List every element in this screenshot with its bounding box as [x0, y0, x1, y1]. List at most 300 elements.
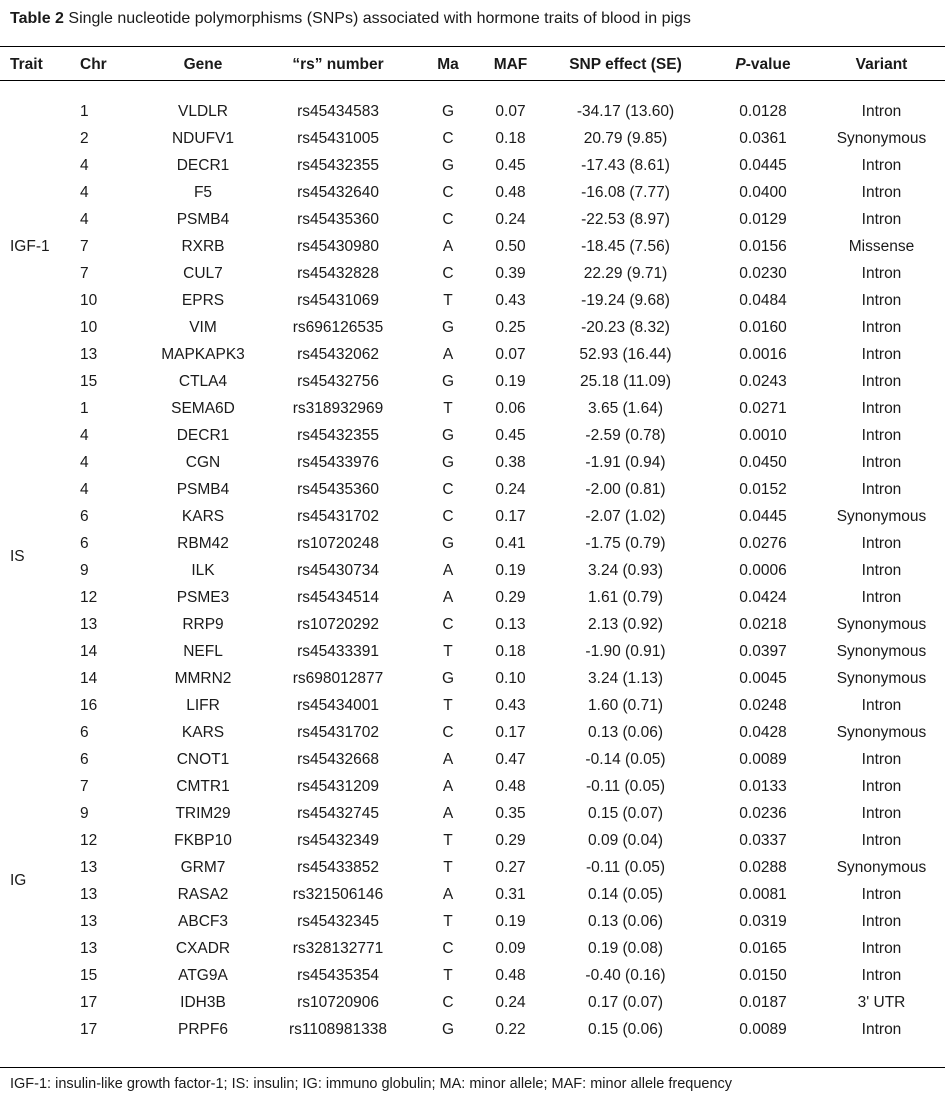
table-row	[0, 854, 945, 881]
trait-cell: IS	[10, 548, 25, 565]
maf-cell: 0.50	[495, 237, 526, 255]
rs-number-cell: rs698012877	[292, 669, 384, 687]
rs-number-cell: rs1108981338	[289, 1020, 387, 1038]
rs-number-cell: rs45432349	[297, 831, 379, 849]
snp-effect-cell: 25.18 (11.09)	[579, 372, 672, 390]
p-value-cell: 0.0445	[739, 156, 787, 174]
ma-cell: T	[443, 966, 453, 984]
ma-cell: A	[442, 885, 454, 903]
maf-cell: 0.38	[495, 453, 526, 471]
chr-cell: 7	[80, 777, 89, 795]
maf-cell: 0.43	[495, 291, 526, 309]
chr-cell: 4	[80, 426, 89, 444]
rs-number-cell: rs45434514	[297, 588, 379, 606]
chr-cell: 6	[80, 534, 89, 552]
snp-effect-cell: 20.79 (9.85)	[583, 129, 668, 147]
ma-cell: T	[443, 642, 453, 660]
p-value-cell: 0.0445	[739, 507, 787, 525]
ma-cell: A	[442, 561, 454, 579]
rs-number-cell: rs45435360	[297, 480, 379, 498]
variant-cell: Synonymous	[836, 723, 927, 741]
gene-cell: PRPF6	[178, 1020, 228, 1038]
ma-cell: A	[442, 237, 454, 255]
table-row	[0, 1016, 945, 1043]
chr-cell: 13	[80, 939, 98, 957]
rs-number-cell: rs45432345	[297, 912, 379, 930]
table-row	[0, 908, 945, 935]
rs-number-cell: rs45432756	[297, 372, 379, 390]
table-row	[0, 341, 945, 368]
ma-cell: A	[442, 777, 454, 795]
gene-cell: MAPKAPK3	[161, 345, 245, 363]
table-row	[0, 152, 945, 179]
variant-cell: Intron	[861, 777, 902, 795]
rs-number-cell: rs45432355	[297, 156, 379, 174]
gene-cell: KARS	[181, 723, 225, 741]
p-value-cell: 0.0129	[739, 210, 787, 228]
maf-cell: 0.18	[495, 129, 526, 147]
rs-number-cell: rs328132771	[292, 939, 384, 957]
variant-cell: Missense	[848, 237, 915, 255]
ma-cell: A	[442, 588, 454, 606]
ma-cell: T	[443, 399, 453, 417]
gene-cell: CUL7	[183, 264, 223, 282]
variant-cell: Intron	[861, 912, 902, 930]
p-value-cell: 0.0165	[739, 939, 787, 957]
chr-cell: 15	[80, 966, 98, 984]
chr-cell: 17	[80, 993, 98, 1011]
rs-number-cell: rs45432828	[297, 264, 379, 282]
variant-cell: Intron	[861, 534, 902, 552]
ma-cell: G	[441, 156, 455, 174]
table-row	[0, 476, 945, 503]
ma-cell: G	[441, 534, 455, 552]
variant-cell: Intron	[861, 966, 902, 984]
variant-cell: Intron	[861, 561, 902, 579]
ma-cell: C	[442, 183, 454, 201]
p-value-cell: 0.0218	[739, 615, 787, 633]
variant-cell: Synonymous	[836, 642, 927, 660]
gene-cell: RBM42	[177, 534, 229, 552]
variant-cell: Intron	[861, 345, 902, 363]
variant-cell: Intron	[861, 1020, 902, 1038]
ma-cell: C	[442, 480, 454, 498]
p-value-cell: 0.0271	[739, 399, 787, 417]
table-caption	[10, 8, 691, 30]
variant-cell: Intron	[861, 480, 902, 498]
p-value-cell: 0.0152	[739, 480, 787, 498]
ma-cell: C	[442, 615, 454, 633]
p-value-cell: 0.0319	[739, 912, 787, 930]
p-value-cell: 0.0006	[739, 561, 787, 579]
maf-cell: 0.29	[495, 831, 526, 849]
maf-cell: 0.24	[495, 993, 526, 1011]
rs-number-cell: rs45434583	[297, 102, 379, 120]
rs-number-cell: rs45431069	[297, 291, 379, 309]
gene-cell: GRM7	[180, 858, 226, 876]
snp-effect-cell: -1.90 (0.91)	[585, 642, 666, 660]
maf-cell: 0.17	[495, 507, 526, 525]
rs-number-cell: rs318932969	[292, 399, 384, 417]
rs-number-cell: rs45435360	[297, 210, 379, 228]
table-row	[0, 719, 945, 746]
table-row	[0, 233, 945, 260]
table-row	[0, 503, 945, 530]
gene-cell: ILK	[191, 561, 215, 579]
ma-cell: G	[441, 453, 455, 471]
header-maf: MAF	[493, 56, 528, 73]
table-body	[0, 80, 945, 1043]
ma-cell: A	[442, 804, 454, 822]
p-value-cell: 0.0089	[739, 750, 787, 768]
chr-cell: 10	[80, 291, 98, 309]
gene-cell: RASA2	[177, 885, 229, 903]
variant-cell: Intron	[861, 318, 902, 336]
snp-effect-cell: 0.15 (0.07)	[588, 804, 663, 822]
gene-cell: CNOT1	[176, 750, 230, 768]
rs-number-cell: rs45432668	[297, 750, 379, 768]
maf-cell: 0.09	[495, 939, 526, 957]
snp-effect-cell: 0.09 (0.04)	[588, 831, 663, 849]
maf-cell: 0.13	[495, 615, 526, 633]
p-value-cell: 0.0081	[739, 885, 787, 903]
table-row	[0, 800, 945, 827]
chr-cell: 9	[80, 804, 89, 822]
maf-cell: 0.06	[495, 399, 526, 417]
table-row	[0, 881, 945, 908]
maf-cell: 0.24	[495, 210, 526, 228]
gene-cell: VIM	[189, 318, 217, 336]
table-row	[0, 665, 945, 692]
table-row	[0, 692, 945, 719]
snp-effect-cell: -16.08 (7.77)	[581, 183, 670, 201]
chr-cell: 4	[80, 453, 89, 471]
variant-cell: Intron	[861, 264, 902, 282]
snp-effect-cell: 1.60 (0.71)	[588, 696, 663, 714]
table-row	[0, 422, 945, 449]
ma-cell: T	[443, 831, 453, 849]
header-variant: Variant	[855, 56, 908, 73]
p-value-cell: 0.0484	[739, 291, 787, 309]
header-snp-effect: SNP effect (SE)	[569, 56, 682, 73]
maf-cell: 0.19	[495, 561, 526, 579]
variant-cell: Intron	[861, 588, 902, 606]
snp-effect-cell: -0.14 (0.05)	[585, 750, 666, 768]
table-title: Single nucleotide polymorphisms (SNPs) associated with hormone traits of blood in pigs	[68, 10, 691, 27]
snp-effect-cell: -17.43 (8.61)	[581, 156, 670, 174]
chr-cell: 9	[80, 561, 89, 579]
variant-cell: Synonymous	[836, 669, 927, 687]
gene-cell: PSME3	[176, 588, 230, 606]
header-gene: Gene	[183, 56, 223, 73]
snp-effect-cell: -22.53 (8.97)	[581, 210, 670, 228]
rs-number-cell: rs45432745	[297, 804, 379, 822]
table-row	[0, 449, 945, 476]
chr-cell: 14	[80, 669, 98, 687]
chr-cell: 6	[80, 723, 89, 741]
table-row	[0, 314, 945, 341]
chr-cell: 15	[80, 372, 98, 390]
variant-cell: Intron	[861, 750, 902, 768]
p-value-cell: 0.0156	[739, 237, 787, 255]
maf-cell: 0.43	[495, 696, 526, 714]
chr-cell: 13	[80, 885, 98, 903]
chr-cell: 4	[80, 210, 89, 228]
maf-cell: 0.48	[495, 183, 526, 201]
maf-cell: 0.19	[495, 372, 526, 390]
rs-number-cell: rs45433391	[297, 642, 379, 660]
gene-cell: VLDLR	[178, 102, 228, 120]
p-value-cell: 0.0016	[739, 345, 787, 363]
p-value-cell: 0.0243	[739, 372, 787, 390]
ma-cell: G	[441, 372, 455, 390]
maf-cell: 0.48	[495, 966, 526, 984]
rs-number-cell: rs45433976	[297, 453, 379, 471]
ma-cell: G	[441, 669, 455, 687]
chr-cell: 4	[80, 183, 89, 201]
chr-cell: 4	[80, 156, 89, 174]
p-value-cell: 0.0045	[739, 669, 787, 687]
variant-cell: Intron	[861, 183, 902, 201]
chr-cell: 7	[80, 264, 89, 282]
chr-cell: 7	[80, 237, 89, 255]
p-value-cell: 0.0397	[739, 642, 787, 660]
header-trait: Trait	[10, 56, 43, 73]
chr-cell: 1	[80, 102, 89, 120]
gene-cell: SEMA6D	[171, 399, 235, 417]
table-row	[0, 584, 945, 611]
table-row	[0, 611, 945, 638]
snp-effect-cell: -34.17 (13.60)	[576, 102, 675, 120]
p-value-cell: 0.0424	[739, 588, 787, 606]
ma-cell: C	[442, 723, 454, 741]
table-row	[0, 125, 945, 152]
maf-cell: 0.07	[495, 345, 526, 363]
variant-cell: Intron	[861, 804, 902, 822]
variant-cell: Intron	[861, 291, 902, 309]
p-value-cell: 0.0230	[739, 264, 787, 282]
maf-cell: 0.18	[495, 642, 526, 660]
header-row	[0, 50, 945, 80]
rs-number-cell: rs45431702	[297, 507, 379, 525]
ma-cell: C	[442, 129, 454, 147]
snp-effect-cell: 0.13 (0.06)	[588, 912, 663, 930]
variant-cell: Intron	[861, 210, 902, 228]
gene-cell: NEFL	[183, 642, 223, 660]
maf-cell: 0.29	[495, 588, 526, 606]
ma-cell: C	[442, 507, 454, 525]
gene-cell: CTLA4	[178, 372, 228, 390]
maf-cell: 0.10	[495, 669, 526, 687]
chr-cell: 13	[80, 615, 98, 633]
table-row	[0, 260, 945, 287]
ma-cell: G	[441, 426, 455, 444]
chr-cell: 16	[80, 696, 98, 714]
snp-effect-cell: 3.24 (1.13)	[588, 669, 663, 687]
snp-effect-cell: -2.59 (0.78)	[585, 426, 666, 444]
maf-cell: 0.24	[495, 480, 526, 498]
table-row	[0, 962, 945, 989]
gene-cell: CGN	[185, 453, 221, 471]
rs-number-cell: rs45431209	[297, 777, 379, 795]
ma-cell: C	[442, 264, 454, 282]
gene-cell: MMRN2	[174, 669, 232, 687]
gene-cell: F5	[193, 183, 213, 201]
maf-cell: 0.17	[495, 723, 526, 741]
chr-cell: 1	[80, 399, 89, 417]
variant-cell: Intron	[861, 399, 902, 417]
maf-cell: 0.19	[495, 912, 526, 930]
table-row	[0, 179, 945, 206]
rs-number-cell: rs45435354	[297, 966, 379, 984]
p-value-cell: 0.0450	[739, 453, 787, 471]
snp-effect-cell: 1.61 (0.79)	[588, 588, 663, 606]
maf-cell: 0.47	[495, 750, 526, 768]
rs-number-cell: rs45433852	[297, 858, 379, 876]
table-row	[0, 98, 945, 125]
header-p-italic: P	[735, 56, 746, 73]
variant-cell: Intron	[861, 372, 902, 390]
ma-cell: G	[441, 102, 455, 120]
p-value-cell: 0.0400	[739, 183, 787, 201]
table-footnote: IGF-1: insulin-like growth factor-1; IS: insulin; IG: immuno globulin; MA: minor allele; MAF: minor allele frequency	[10, 1076, 733, 1092]
chr-cell: 13	[80, 858, 98, 876]
header-ma: Ma	[437, 56, 459, 73]
ma-cell: T	[443, 858, 453, 876]
variant-cell: Intron	[861, 885, 902, 903]
p-value-cell: 0.0010	[739, 426, 787, 444]
chr-cell: 13	[80, 912, 98, 930]
maf-cell: 0.39	[495, 264, 526, 282]
gene-cell: LIFR	[186, 696, 220, 714]
p-value-cell: 0.0276	[739, 534, 787, 552]
table-row	[0, 935, 945, 962]
p-value-cell: 0.0288	[739, 858, 787, 876]
table-row	[0, 368, 945, 395]
p-value-cell: 0.0236	[739, 804, 787, 822]
gene-cell: RRP9	[182, 615, 224, 633]
snp-effect-cell: 52.93 (16.44)	[579, 345, 672, 363]
variant-cell: Synonymous	[836, 615, 927, 633]
ma-cell: G	[441, 1020, 455, 1038]
gene-cell: DECR1	[176, 426, 230, 444]
variant-cell: Intron	[861, 453, 902, 471]
p-value-cell: 0.0160	[739, 318, 787, 336]
chr-cell: 10	[80, 318, 98, 336]
snp-effect-cell: -0.11 (0.05)	[586, 777, 665, 795]
table-row	[0, 746, 945, 773]
ma-cell: C	[442, 210, 454, 228]
ma-cell: T	[443, 291, 453, 309]
header-p-value	[708, 50, 818, 80]
variant-cell: Intron	[861, 426, 902, 444]
rs-number-cell: rs45431702	[297, 723, 379, 741]
chr-cell: 14	[80, 642, 98, 660]
chr-cell: 13	[80, 345, 98, 363]
gene-cell: CXADR	[175, 939, 231, 957]
variant-cell: 3' UTR	[857, 993, 906, 1011]
rs-number-cell: rs45432355	[297, 426, 379, 444]
variant-cell: Synonymous	[836, 858, 927, 876]
maf-cell: 0.22	[495, 1020, 526, 1038]
gene-cell: EPRS	[181, 291, 225, 309]
snp-effect-cell: -19.24 (9.68)	[581, 291, 670, 309]
table-row	[0, 557, 945, 584]
p-value-cell: 0.0428	[739, 723, 787, 741]
table-row	[0, 989, 945, 1016]
p-value-cell: 0.0150	[739, 966, 787, 984]
gene-cell: NDUFV1	[171, 129, 234, 147]
snp-effect-cell: -2.07 (1.02)	[585, 507, 666, 525]
snp-effect-cell: 3.65 (1.64)	[588, 399, 663, 417]
gene-cell: FKBP10	[174, 831, 232, 849]
snp-effect-cell: 3.24 (0.93)	[588, 561, 663, 579]
table-row	[0, 827, 945, 854]
trait-cell: IG	[10, 872, 27, 889]
gene-cell: ABCF3	[178, 912, 228, 930]
snp-effect-cell: -1.75 (0.79)	[585, 534, 666, 552]
ma-cell: C	[442, 939, 454, 957]
p-value-cell: 0.0361	[739, 129, 787, 147]
chr-cell: 12	[80, 831, 98, 849]
rs-number-cell: rs696126535	[292, 318, 384, 336]
header-rs-number: “rs” number	[292, 56, 384, 73]
ma-cell: A	[442, 345, 454, 363]
variant-cell: Intron	[861, 831, 902, 849]
gene-cell: TRIM29	[175, 804, 231, 822]
snp-effect-cell: -20.23 (8.32)	[581, 318, 670, 336]
table-label: Table 2	[10, 10, 64, 27]
gene-cell: KARS	[181, 507, 225, 525]
rs-number-cell: rs321506146	[292, 885, 384, 903]
gene-cell: RXRB	[181, 237, 225, 255]
table-row	[0, 287, 945, 314]
rs-number-cell: rs45430734	[297, 561, 379, 579]
rs-number-cell: rs45434001	[297, 696, 379, 714]
p-value-cell: 0.0187	[739, 993, 787, 1011]
chr-cell: 6	[80, 507, 89, 525]
rs-number-cell: rs10720906	[297, 993, 379, 1011]
snp-effect-cell: 0.19 (0.08)	[588, 939, 663, 957]
p-value-cell: 0.0089	[739, 1020, 787, 1038]
snp-effect-cell: 0.14 (0.05)	[588, 885, 663, 903]
p-value-cell: 0.0133	[739, 777, 787, 795]
maf-cell: 0.07	[495, 102, 526, 120]
table-row	[0, 206, 945, 233]
top-rule	[0, 46, 945, 47]
maf-cell: 0.45	[495, 156, 526, 174]
gene-cell: CMTR1	[176, 777, 230, 795]
variant-cell: Synonymous	[836, 507, 927, 525]
snp-effect-cell: -18.45 (7.56)	[581, 237, 670, 255]
gene-cell: PSMB4	[176, 210, 230, 228]
snp-effect-cell: 0.15 (0.06)	[588, 1020, 663, 1038]
chr-cell: 4	[80, 480, 89, 498]
snp-table	[0, 50, 945, 1043]
maf-cell: 0.48	[495, 777, 526, 795]
header-chr: Chr	[80, 56, 107, 73]
table-row	[0, 773, 945, 800]
spacer-row	[0, 80, 945, 98]
maf-cell: 0.27	[495, 858, 526, 876]
chr-cell: 2	[80, 129, 89, 147]
maf-cell: 0.41	[495, 534, 526, 552]
bottom-rule	[0, 1067, 945, 1068]
table-row	[0, 530, 945, 557]
gene-cell: ATG9A	[178, 966, 228, 984]
ma-cell: T	[443, 912, 453, 930]
snp-effect-cell: -1.91 (0.94)	[585, 453, 666, 471]
